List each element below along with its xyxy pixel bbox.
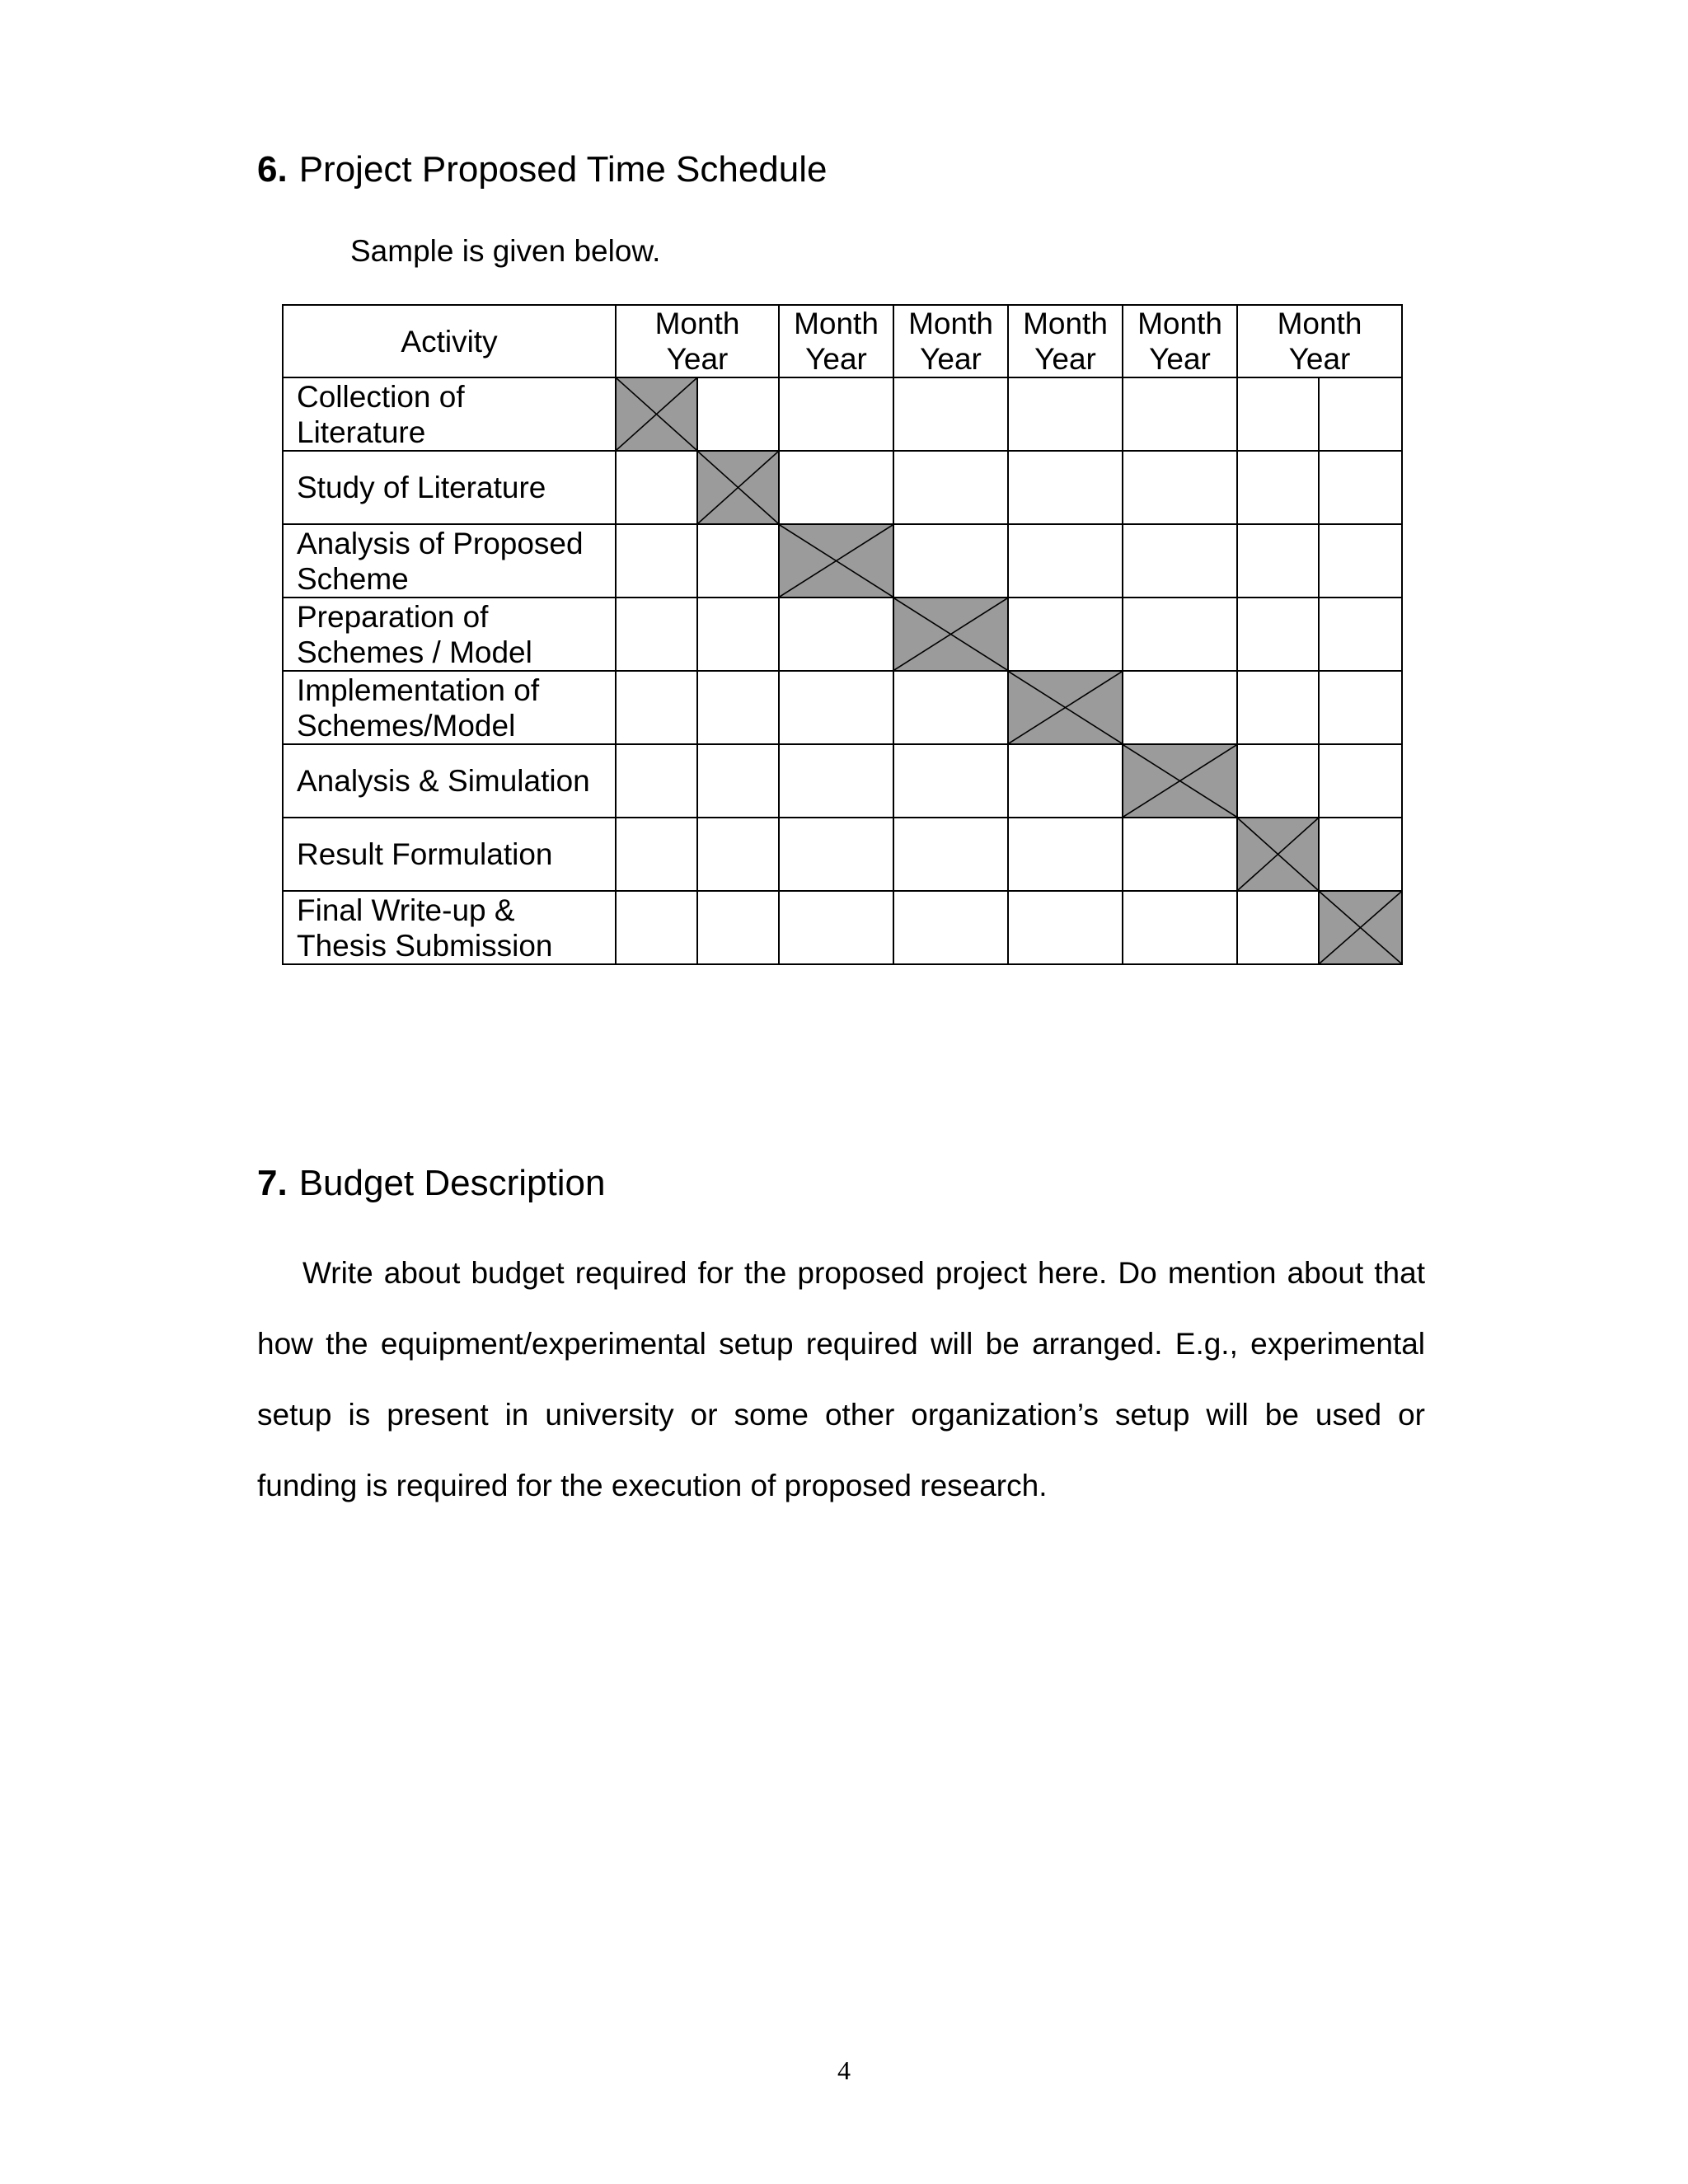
empty-period-cell [697,671,779,744]
table-row [283,891,1402,964]
empty-period-cell [1319,744,1402,818]
empty-period-cell [779,818,893,891]
empty-period-cell [697,818,779,891]
table-row [283,671,1402,744]
cross-mark-icon [1123,745,1236,817]
cross-mark-icon [1320,892,1401,963]
cross-mark-icon [1238,818,1318,890]
empty-period-cell [1123,524,1237,598]
time-schedule-table [282,304,1403,965]
scheduled-period-cell [1319,891,1402,964]
month-year-header: Month Year [1008,305,1123,377]
table-row [283,524,1402,598]
empty-period-cell [1123,671,1237,744]
scheduled-period-cell [779,524,893,598]
empty-period-cell [616,891,697,964]
activity-cell [283,598,616,671]
activity-cell [283,744,616,818]
section-7-title: Budget Description [298,1163,606,1203]
page-number: 4 [837,2055,851,2085]
cross-mark-icon [617,378,696,450]
activity-cell [283,524,616,598]
table-row [283,598,1402,671]
table-header-row [283,305,1402,377]
cross-mark-icon [698,452,778,523]
activity-cell [283,891,616,964]
activity-label: Collection of Literature [297,379,465,449]
empty-period-cell [616,598,697,671]
month-year-header: Month Year [1123,305,1237,377]
activity-header: Activity [283,305,616,377]
scheduled-period-cell [616,377,697,451]
empty-period-cell [779,598,893,671]
empty-period-cell [893,451,1008,524]
month-year-header: Month Year [893,305,1008,377]
empty-period-cell [1008,598,1123,671]
section-6-number: 6. [257,149,288,190]
scheduled-period-cell [1237,818,1319,891]
activity-label: Analysis of Proposed Scheme [297,526,584,596]
empty-period-cell [697,377,779,451]
activity-cell [283,671,616,744]
empty-period-cell [1123,377,1237,451]
table-row [283,451,1402,524]
scheduled-period-cell [1008,671,1123,744]
empty-period-cell [1237,451,1319,524]
empty-period-cell [1008,524,1123,598]
activity-cell [283,377,616,451]
table-row [283,744,1402,818]
empty-period-cell [697,524,779,598]
empty-period-cell [1237,671,1319,744]
empty-period-cell [1319,598,1402,671]
cross-mark-icon [894,598,1007,670]
empty-period-cell [893,744,1008,818]
empty-period-cell [893,671,1008,744]
empty-period-cell [1319,377,1402,451]
empty-period-cell [1319,451,1402,524]
sample-note: Sample is given below. [350,234,661,268]
scheduled-period-cell [1123,744,1237,818]
activity-cell [283,818,616,891]
empty-period-cell [1319,818,1402,891]
empty-period-cell [697,891,779,964]
empty-period-cell [1319,524,1402,598]
empty-period-cell [1319,671,1402,744]
scheduled-period-cell [893,598,1008,671]
activity-label: Analysis & Simulation [297,764,590,798]
section-7-number: 7. [257,1163,288,1203]
activity-label: Result Formulation [297,837,553,871]
budget-description-paragraph: Write about budget required for the proposed project here. Do mention about that how the equipment/experimental setup required will be arranged. E.g., experimental setup is present in university or some other organization’s setup will be used or funding is required for the execution of proposed research. [257,1256,1425,1502]
empty-period-cell [1123,451,1237,524]
activity-label: Final Write-up & Thesis Submission [297,893,553,963]
cross-mark-icon [780,525,893,597]
empty-period-cell [893,377,1008,451]
empty-period-cell [893,891,1008,964]
empty-period-cell [616,671,697,744]
activity-cell [283,451,616,524]
empty-period-cell [1237,891,1319,964]
empty-period-cell [616,524,697,598]
month-year-header: Month Year [1237,305,1402,377]
empty-period-cell [1237,744,1319,818]
activity-label: Preparation of Schemes / Model [297,599,532,669]
cross-mark-icon [1009,672,1122,743]
empty-period-cell [779,451,893,524]
section-6-heading [257,149,828,190]
empty-period-cell [1237,524,1319,598]
empty-period-cell [779,377,893,451]
empty-period-cell [893,524,1008,598]
empty-period-cell [697,744,779,818]
section-7-heading [257,1165,605,1202]
scheduled-period-cell [697,451,779,524]
empty-period-cell [1123,891,1237,964]
empty-period-cell [697,598,779,671]
empty-period-cell [616,451,697,524]
table-row [283,377,1402,451]
activity-label: Study of Literature [297,471,546,504]
section-6-title: Project Proposed Time Schedule [298,149,828,190]
empty-period-cell [1237,598,1319,671]
empty-period-cell [1123,598,1237,671]
month-year-header: Month Year [779,305,893,377]
empty-period-cell [1008,891,1123,964]
empty-period-cell [1008,451,1123,524]
empty-period-cell [1237,377,1319,451]
empty-period-cell [779,891,893,964]
empty-period-cell [1008,377,1123,451]
empty-period-cell [1123,818,1237,891]
month-year-header: Month Year [616,305,779,377]
empty-period-cell [1008,744,1123,818]
empty-period-cell [893,818,1008,891]
activity-label: Implementation of Schemes/Model [297,673,540,743]
empty-period-cell [779,744,893,818]
empty-period-cell [616,744,697,818]
empty-period-cell [779,671,893,744]
empty-period-cell [616,818,697,891]
table-row [283,818,1402,891]
empty-period-cell [1008,818,1123,891]
